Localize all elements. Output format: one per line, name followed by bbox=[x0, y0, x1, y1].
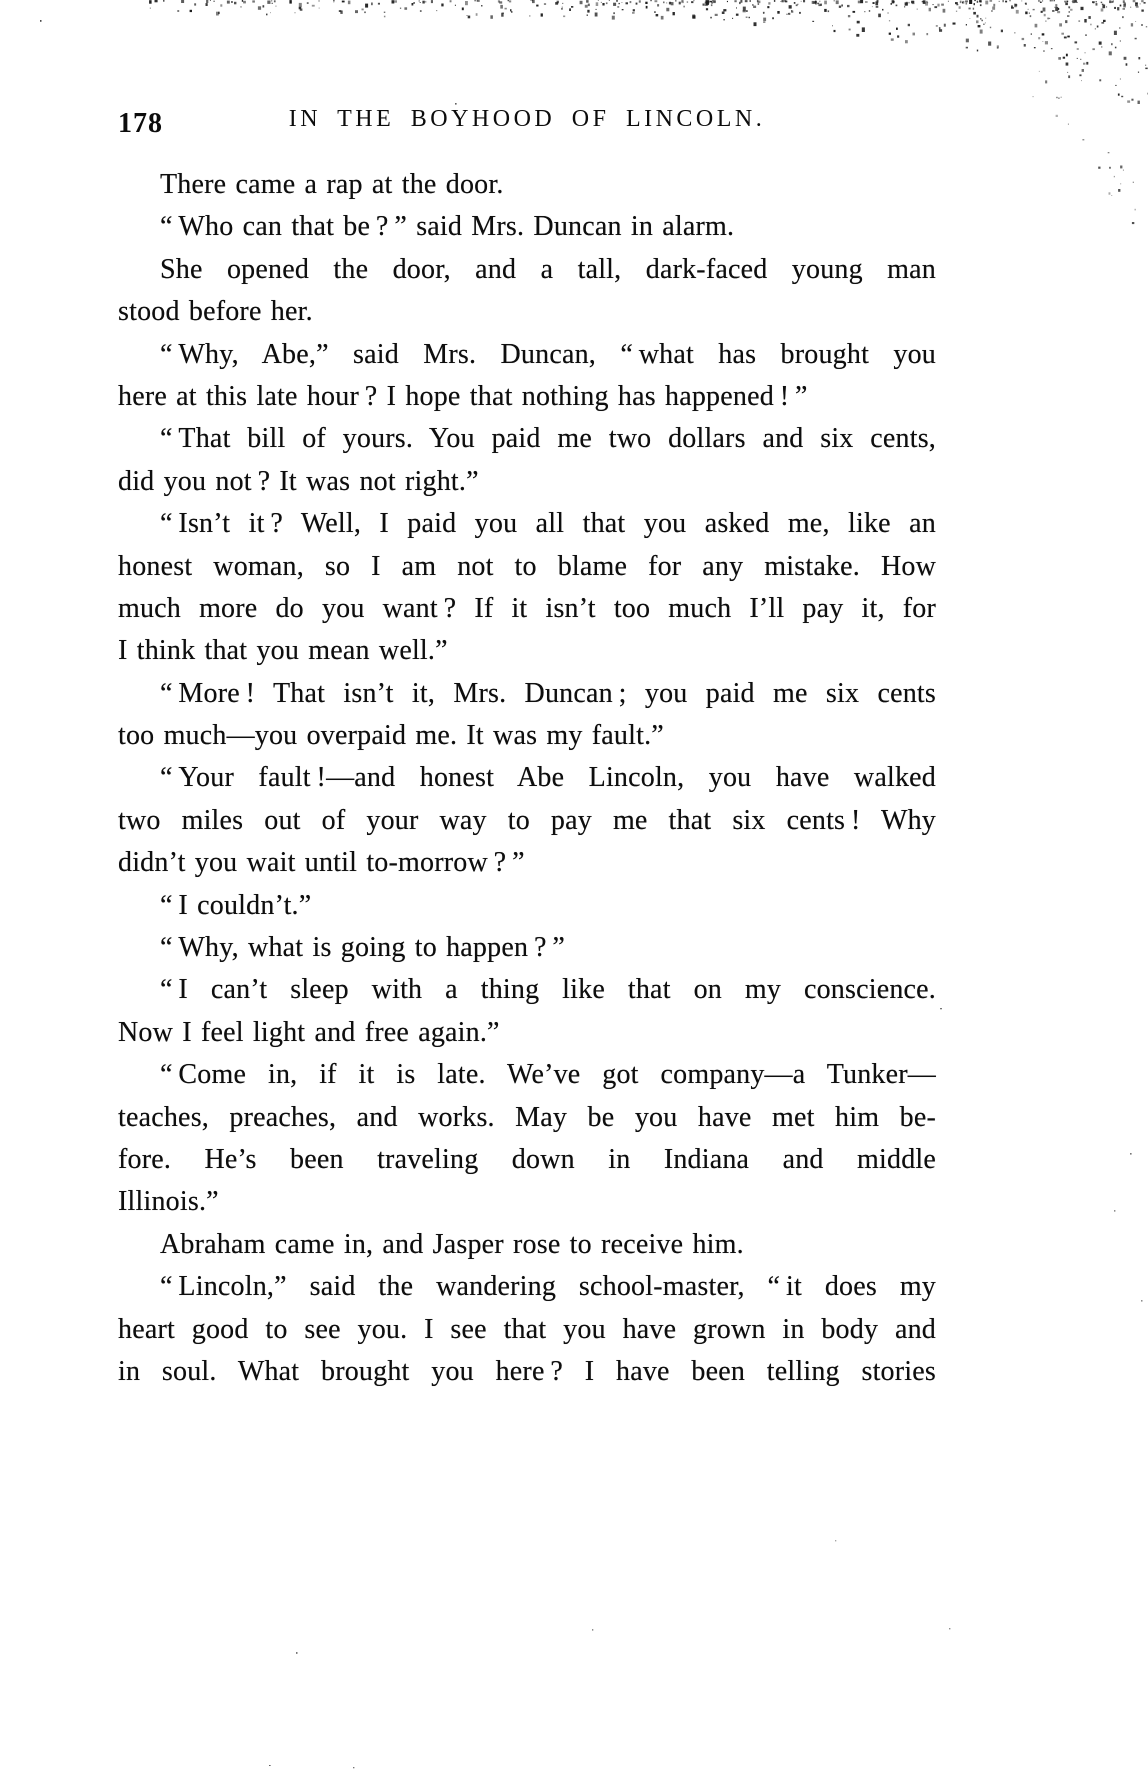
text-line: There came a rap at the door. bbox=[160, 169, 504, 200]
paragraph bbox=[118, 249, 936, 334]
text-line: too much—you overpaid me. It was my fault.” bbox=[118, 720, 664, 752]
text-line: didn’t you wait until to-morrow ? ” bbox=[118, 847, 525, 879]
text-line: “ Why, Abe,” said Mrs. Duncan, “ what has brought you bbox=[160, 338, 936, 370]
text-line: much more do you want ? If it isn’t too much I’ll pay it, for bbox=[118, 592, 936, 624]
text-line: I think that you mean well.” bbox=[118, 635, 448, 667]
text-line: “ Why, what is going to happen ? ” bbox=[160, 932, 566, 964]
text-line: teaches, preaches, and works. May be you have met him be- bbox=[118, 1101, 936, 1133]
paragraph bbox=[118, 334, 936, 419]
paragraph bbox=[118, 757, 936, 884]
text-line: “ I can’t sleep with a thing like that on my conscience. bbox=[160, 974, 936, 1006]
text-line: honest woman, so I am not to blame for any mistake. How bbox=[118, 550, 936, 582]
paragraph bbox=[118, 885, 936, 927]
text-line: She opened the door, and a tall, dark-faced young man bbox=[160, 253, 936, 285]
text-line: stood before her. bbox=[118, 296, 313, 328]
paragraph bbox=[118, 1224, 936, 1266]
text-line: Now I feel light and free again.” bbox=[118, 1016, 500, 1048]
paragraph bbox=[118, 673, 936, 758]
paragraph bbox=[118, 969, 936, 1054]
text-line: “ I couldn’t.” bbox=[160, 889, 312, 921]
page-number: 178 bbox=[118, 108, 163, 139]
text-line: did you not ? It was not right.” bbox=[118, 465, 479, 497]
text-line: “ More ! That isn’t it, Mrs. Duncan ; you paid me six cents bbox=[160, 677, 936, 709]
paragraph bbox=[118, 206, 936, 248]
text-line: here at this late hour ? I hope that nothing has happened ! ” bbox=[118, 380, 808, 412]
paragraph bbox=[118, 1054, 936, 1224]
text-line: “ Lincoln,” said the wandering school-master, “ it does my bbox=[160, 1271, 936, 1303]
running-header: IN THE BOYHOOD OF LINCOLN. bbox=[288, 106, 766, 132]
text-line: “ Who can that be ? ” said Mrs. Duncan in alarm. bbox=[160, 211, 735, 243]
text-line: “ Come in, if it is late. We’ve got company—a Tunker— bbox=[160, 1059, 936, 1091]
paragraph bbox=[118, 927, 936, 969]
paragraph bbox=[118, 164, 936, 206]
paragraph bbox=[118, 503, 936, 673]
text-line: two miles out of your way to pay me that six cents ! Why bbox=[118, 804, 936, 836]
text-line: in soul. What brought you here ? I have been telling stories bbox=[118, 1355, 936, 1387]
paragraph bbox=[118, 1266, 936, 1393]
paragraph bbox=[118, 418, 936, 503]
text-line: “ That bill of yours. You paid me two dollars and six cents, bbox=[160, 423, 936, 455]
text-line: “ Your fault !—and honest Abe Lincoln, you have walked bbox=[160, 762, 936, 794]
text-line: heart good to see you. I see that you have grown in body and bbox=[118, 1313, 936, 1345]
text-line: Abraham came in, and Jasper rose to receive him. bbox=[160, 1228, 744, 1260]
text-line: fore. He’s been traveling down in Indiana and middle bbox=[118, 1143, 936, 1175]
page-header bbox=[118, 106, 936, 142]
text-line: Illinois.” bbox=[118, 1186, 219, 1218]
page-body-text bbox=[118, 164, 936, 1393]
text-line: “ Isn’t it ? Well, I paid you all that you asked me, like an bbox=[160, 508, 936, 540]
